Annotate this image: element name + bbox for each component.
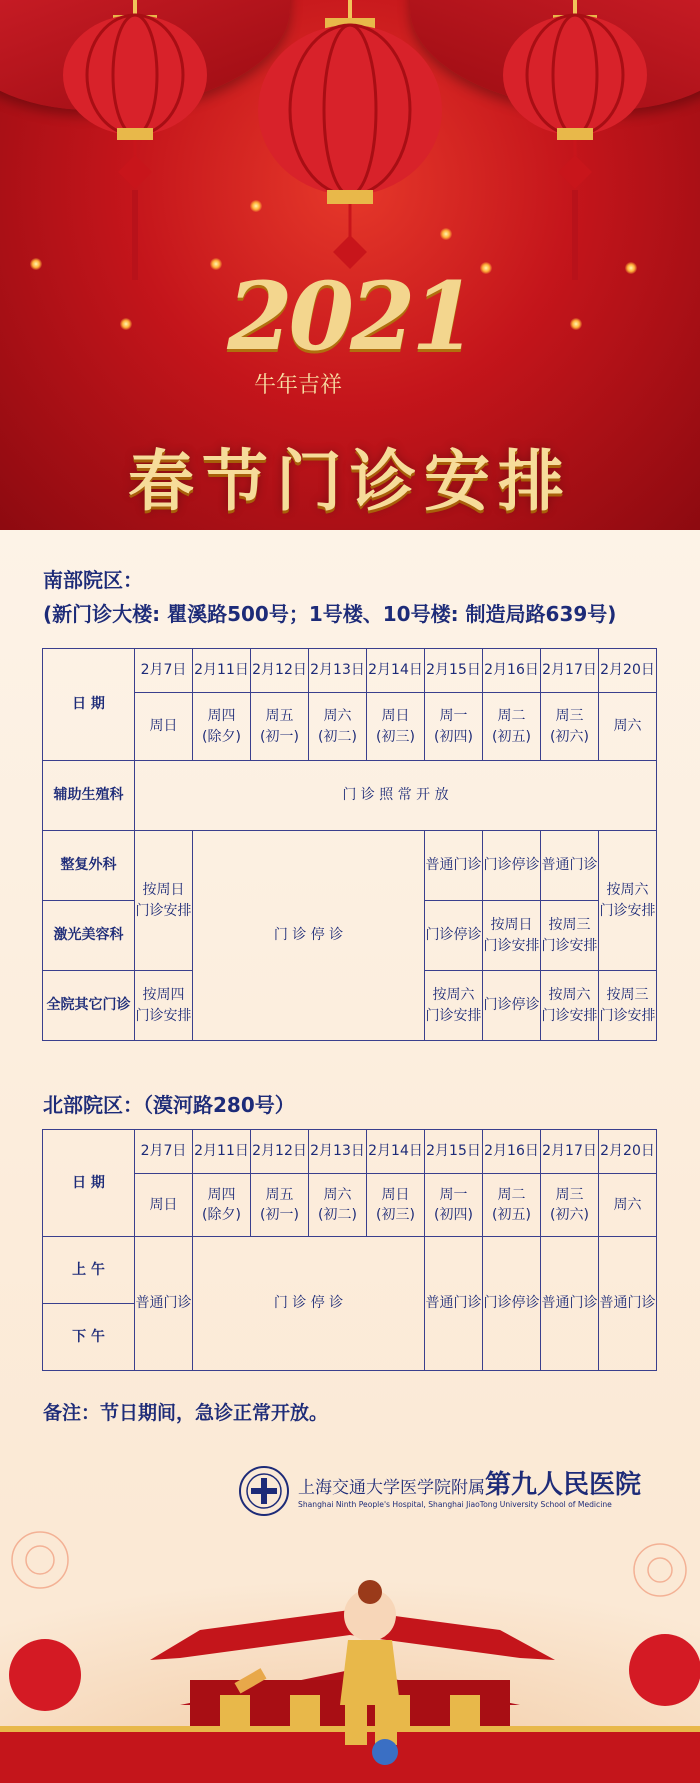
weekday-cell: 周日 (初三) [367, 1174, 425, 1237]
south-campus-title: 南部院区： [43, 568, 143, 592]
north-d17: 普通门诊 [541, 1237, 599, 1371]
north-schedule-table [42, 1129, 657, 1371]
plastic-d16: 门诊停诊 [483, 831, 541, 901]
shared-d7-cell: 按周日 门诊安排 [135, 831, 193, 971]
north-campus-title: 北部院区：（漠河路280号） [43, 1093, 295, 1117]
date-cell: 2月15日 [425, 649, 483, 693]
date-cell: 2月12日 [251, 1130, 309, 1174]
dept-plastic-surgery: 整复外科 [43, 831, 135, 901]
others-d15: 按周六 门诊安排 [425, 971, 483, 1041]
lantern-right-icon [495, 0, 655, 300]
weekday-cell: 周一 (初四) [425, 693, 483, 761]
day-label: 日 期 [43, 1130, 135, 1237]
hospital-logo [238, 1462, 668, 1522]
north-d15: 普通门诊 [425, 1237, 483, 1371]
date-cell: 2月13日 [309, 1130, 367, 1174]
weekday-cell: 周五 (初一) [251, 693, 309, 761]
others-d16: 门诊停诊 [483, 971, 541, 1041]
weekday-cell: 周一 (初四) [425, 1174, 483, 1237]
hospital-emblem-icon [238, 1465, 290, 1517]
weekday-cell: 周二 (初五) [483, 693, 541, 761]
dept-other-clinics: 全院其它门诊 [43, 971, 135, 1041]
weekday-cell: 周日 (初三) [367, 693, 425, 761]
hero-banner [0, 0, 700, 530]
north-closed-period: 门 诊 停 诊 [193, 1237, 425, 1371]
year-2021-logo [200, 262, 500, 400]
lantern-left-icon [55, 0, 215, 300]
poster-title: 春节门诊安排 [128, 442, 572, 520]
footnote: 备注：节日期间，急诊正常开放。 [43, 1402, 329, 1424]
weekday-cell: 周六 (初二) [309, 1174, 367, 1237]
date-cell: 2月11日 [193, 649, 251, 693]
north-d20: 普通门诊 [599, 1237, 657, 1371]
others-d20: 按周三 门诊安排 [599, 971, 657, 1041]
south-schedule-table [42, 648, 657, 1041]
date-cell: 2月14日 [367, 1130, 425, 1174]
date-cell: 2月14日 [367, 649, 425, 693]
weekday-cell: 周二 (初五) [483, 1174, 541, 1237]
south-campus-address: (新门诊大楼: 瞿溪路500号；1号楼、10号楼: 制造局路639号) [43, 602, 617, 626]
north-d16: 门诊停诊 [483, 1237, 541, 1371]
weekday-cell: 周三 (初六) [541, 693, 599, 761]
morning-label: 上 午 [43, 1237, 135, 1304]
ox-tag: 牛年吉祥 [254, 373, 343, 398]
laser-d16: 按周日 门诊安排 [483, 901, 541, 971]
temple-illustration-icon [0, 1530, 700, 1783]
weekday-cell: 周六 [599, 693, 657, 761]
date-cell: 2月15日 [425, 1130, 483, 1174]
lantern-center-icon [255, 0, 445, 300]
weekday-cell: 周四 (除夕) [193, 693, 251, 761]
date-cell: 2月13日 [309, 649, 367, 693]
laser-d15: 门诊停诊 [425, 901, 483, 971]
hospital-en-name: Shanghai Ninth People's Hospital, Shanghai JiaoTong University School of Medicine [298, 1500, 612, 1509]
date-cell: 2月11日 [193, 1130, 251, 1174]
date-cell: 2月20日 [599, 1130, 657, 1174]
hospital-cn-name: 上海交通大学医学院附属第九人民医院 [298, 1470, 642, 1500]
others-d17: 按周六 门诊安排 [541, 971, 599, 1041]
closed-period-cell: 门 诊 停 诊 [193, 831, 425, 1041]
shared-d20-cell: 按周六 门诊安排 [599, 831, 657, 971]
weekday-cell: 周五 (初一) [251, 1174, 309, 1237]
dept-fertility: 辅助生殖科 [43, 761, 135, 831]
date-cell: 2月20日 [599, 649, 657, 693]
weekday-cell: 周日 [135, 1174, 193, 1237]
date-cell: 2月17日 [541, 649, 599, 693]
weekday-cell: 周四 (除夕) [193, 1174, 251, 1237]
bottom-decoration [0, 1530, 700, 1783]
weekday-cell: 周六 (初二) [309, 693, 367, 761]
date-cell: 2月12日 [251, 649, 309, 693]
dept-laser-cosmetic: 激光美容科 [43, 901, 135, 971]
north-d7: 普通门诊 [135, 1237, 193, 1371]
date-cell: 2月7日 [135, 649, 193, 693]
date-cell: 2月16日 [483, 649, 541, 693]
date-cell: 2月17日 [541, 1130, 599, 1174]
others-d7: 按周四 门诊安排 [135, 971, 193, 1041]
day-label: 日 期 [43, 649, 135, 761]
plastic-d15: 普通门诊 [425, 831, 483, 901]
date-cell: 2月16日 [483, 1130, 541, 1174]
date-cell: 2月7日 [135, 1130, 193, 1174]
plastic-d17: 普通门诊 [541, 831, 599, 901]
year-art: 2021 [227, 262, 473, 372]
weekday-cell: 周六 [599, 1174, 657, 1237]
weekday-cell: 周日 [135, 693, 193, 761]
weekday-cell: 周三 (初六) [541, 1174, 599, 1237]
laser-d17: 按周三 门诊安排 [541, 901, 599, 971]
fertility-status: 门 诊 照 常 开 放 [135, 761, 657, 831]
afternoon-label: 下 午 [43, 1304, 135, 1371]
